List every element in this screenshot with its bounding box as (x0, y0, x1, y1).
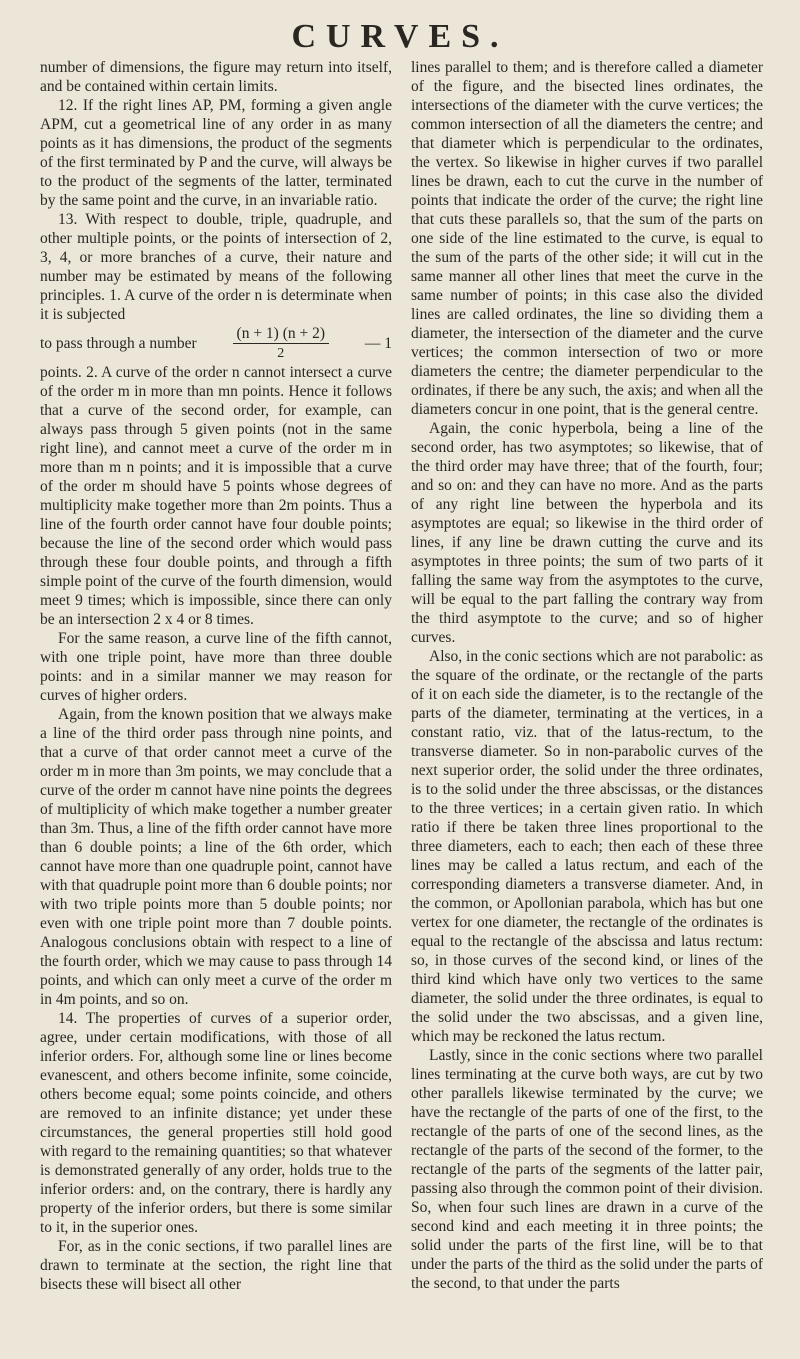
running-head: CURVES. (291, 18, 509, 55)
paragraph: For the same reason, a curve line of the fifth cannot, with one triple point, have more than three double points: and in a similar manner we may reason for curves of higher orders. (40, 630, 392, 704)
left-column (40, 58, 392, 1294)
paragraph: Again, the conic hyperbola, being a line of the second order, has two asymptotes; so likewise, that of the third order may have three; that of the fourth, four; and so on: and they can have no more. And as the parts of any right line between the hyperbola and its asymptotes are equal; so likewise in the third order of lines, if any line be drawn cutting the curve and its asymptotes in three points; the sum of two parts of it falling the same way from the asymptotes to the curve, will be equal to the part falling the contrary way from the third asymptote to the curve; and so of higher curves. (411, 420, 763, 646)
paragraph: 13. With respect to double, triple, quadruple, and other multiple points, or the points of intersection of 2, 3, 4, or more branches of a curve, their nature and number may be estimated by means of the following principles. 1. A curve of the order n is determinate when it is subjected (40, 211, 392, 323)
paragraph: lines parallel to them; and is therefore called a diameter of the figure, and the bisected lines ordinates, the intersections of the diameter with the curve vertices; the common intersection of all the diameters the centre; and that diameter which is perpendicular to the ordinates, the vertex. So likewise in higher curves if two parallel lines be drawn, each to cut the curve in the number of points that indicate the order of the curve; the right line that cuts these parallels so, that the sum of the parts on one side of the line estimated to the curve, is equal to the sum of the parts of the other side; it will cut in the same manner all other lines that meet the curve in the same number of points; in this case also the divided lines are called ordinates, the line so dividing them a diameter, the intersection of the diameter and the curve vertices; the common intersection of two or more diameters the centre; the diameter perpendicular to the ordinates, if there be any such, the axis; and when all the diameters concur in one point, that is the general centre. (411, 59, 763, 418)
paragraph: 14. The properties of curves of a superior order, agree, under certain modifications, with those of all inferior orders. For, although some line or lines become evanescent, and others become infinite, some coincide, others become equal; some points coincide, and others are removed to an infinite distance; yet under these circumstances, the general properties still hold good with regard to the remaining quantities; so that whatever is demonstrated generally of any order, holds true to the inferior orders: and, on the contrary, there is hardly any property of the inferior orders, but there is some similar to it, in the superior ones. (40, 1010, 392, 1236)
right-column (411, 58, 763, 1293)
formula-lead: to pass through a number (40, 335, 197, 352)
paragraph: Lastly, since in the conic sections where two parallel lines terminating at the curve both ways, are cut by two other parallels likewise terminated by the curve; we have the rectangle of the parts of one of the first, to the rectangle of the parts of one of the second lines, as the rectangle of the parts of the second of the former, to the rectangle of the parts of the segments of the latter pair, passing also through the common point of their division. So, when four such lines are drawn in a curve of the second kind and each meeting it in three points; the solid under the parts of the first line, will be to that under the parts of the third as the solid under the parts of the second, to that under the parts (411, 1047, 763, 1292)
paragraph: For, as in the conic sections, if two parallel lines are drawn to terminate at the section, the right line that bisects these will bisect all other (40, 1238, 392, 1293)
formula-line (40, 324, 392, 363)
fraction (233, 324, 330, 363)
paragraph: number of dimensions, the figure may return into itself, and be contained within certain limits. (40, 59, 392, 95)
paragraph: points. 2. A curve of the order n cannot intersect a curve of the order m in more than mn points. Hence it follows that a curve of the second order, for example, can always pass through 5 given points (not in the same right line), and cannot meet a curve of the order m in more than m n points; and it is impossible that a curve of the order m should have 5 points whose degrees of multiplicity make together more than 2m points. Thus a line of the fourth order cannot have four double points; because the line of the second order which would pass through these four double points, and through a fifth simple point of the curve of the fourth dimension, would meet 9 times; which is impossible, since there can only be an intersection 2 x 4 or 8 times. (40, 364, 392, 628)
paragraph: 12. If the right lines AP, PM, forming a given angle APM, cut a geometrical line of any order in as many points as it has dimensions, the product of the segments of the first terminated by P and the curve, will always be to the product of the segments of the latter, terminated by the same point and the curve, in an invariable ratio. (40, 97, 392, 209)
paragraph: Again, from the known position that we always make a line of the third order pass through nine points, and that a curve of that order cannot meet a curve of the order m in more than 3m points, we may conclude that a curve of the order m cannot have nine points the degrees of multiplicity of which make together a number greater than 3m. Thus, a line of the fifth order cannot have more than 6 double points; a line of the 6th order, which cannot have more than one quadruple point, cannot have with that quadruple point more than 6 double points; nor with two triple points more than 5 double points; nor even with one triple point more than 7 double points. Analogous conclusions obtain with respect to a line of the fourth order, which we may cause to pass through 14 points, and which can only meet a curve of the order m in 4m points, and so on. (40, 706, 392, 1008)
fraction-numerator: (n + 1) (n + 2) (233, 324, 330, 344)
fraction-denominator: 2 (277, 346, 285, 361)
paragraph: Also, in the conic sections which are not parabolic: as the square of the ordinate, or the rectangle of the parts of it on each side the diameter, is to the rectangle of the parts of the diameter, terminating at the vertices, in a constant ratio, viz. that of the latus-rectum, to the transverse diameter. So in non-parabolic curves of the next superior order, the solid under the three ordinates, is to the solid under the three abscissas, or the distances to the three vertices; in a certain given ratio. In which ratio if there be taken three lines proportional to the three diameters, each to each; then each of these three lines may be called a latus rectum, and each of the corresponding diameters a transverse diameter. And, in the common, or Apollonian parabola, which has but one vertex for one diameter, the rectangle of the ordinates is equal to the rectangle of the abscissa and latus rectum: so, in those curves of the second kind, or lines of the third kind which have only two vertices to the same diameter, the solid under the three ordinates, is equal to the solid under the two abscissas, and a given line, which may be reckoned the latus rectum. (411, 648, 764, 1045)
formula-tail: — 1 (364, 335, 392, 352)
